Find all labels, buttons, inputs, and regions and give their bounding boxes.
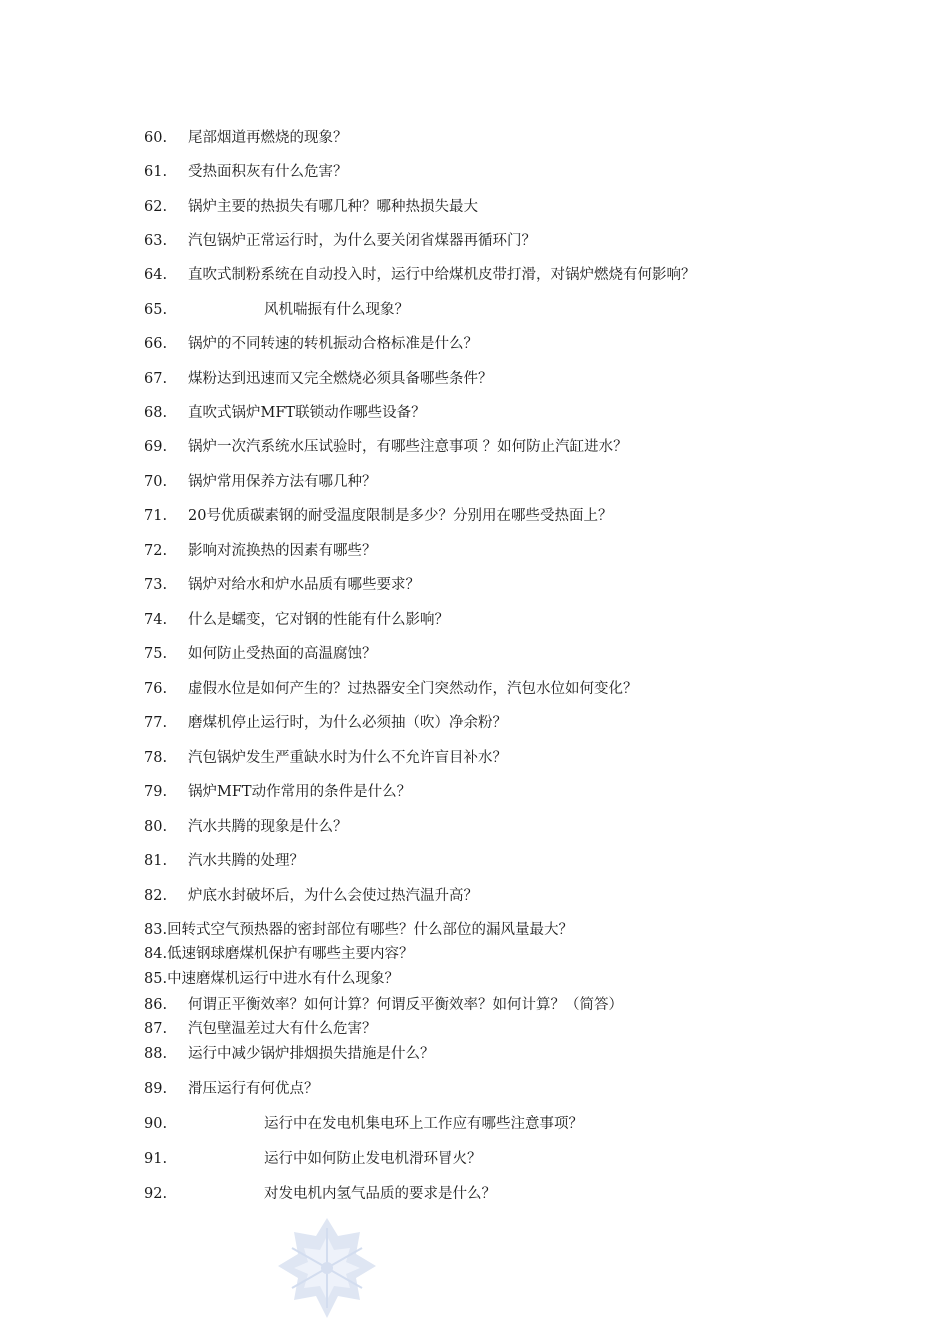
question-text: 锅炉主要的热损失有哪几种？哪种热损失最大 (188, 199, 478, 215)
question-text: 运行中在发电机集电环上工作应有哪些注意事项？ (264, 1116, 583, 1132)
question-text: 风机喘振有什么现象？ (264, 302, 409, 318)
question-number: 78. (144, 750, 168, 766)
question-number: 69. (144, 439, 168, 455)
question-text: 尾部烟道再燃烧的现象？ (188, 130, 348, 146)
question-text: 锅炉的不同转速的转机振动合格标准是什么？ (188, 336, 478, 352)
question-number: 73. (144, 577, 168, 593)
question-number: 83. (144, 922, 168, 938)
question-text: 锅炉一次汽系统水压试验时，有哪些注意事项 ？如何防止汽缸进水？ (188, 439, 628, 455)
question-text: 锅炉对给水和炉水品质有哪些要求？ (188, 577, 420, 593)
question-text: 什么是蠕变，它对钢的性能有什么影响？ (188, 612, 449, 628)
question-text: 直吹式锅炉MFT联锁动作哪些设备？ (188, 405, 426, 421)
question-item (144, 945, 414, 963)
question-text: 汽水共腾的处理？ (188, 853, 304, 869)
question-text: 滑压运行有何优点？ (188, 1081, 319, 1097)
question-text: 汽包壁温差过大有什么危害？ (188, 1021, 377, 1037)
question-number: 80. (144, 819, 168, 835)
question-number: 79. (144, 784, 168, 800)
question-number: 60. (144, 130, 168, 146)
question-number: 63. (144, 233, 168, 249)
question-number: 67. (144, 371, 168, 387)
question-number: 68. (144, 405, 168, 421)
question-text: 何谓正平衡效率？如何计算？何谓反平衡效率？如何计算？（简答） (188, 997, 623, 1013)
question-text: 煤粉达到迅速而又完全燃烧必须具备哪些条件？ (188, 371, 493, 387)
question-number: 61. (144, 164, 168, 180)
question-number: 90. (144, 1116, 168, 1132)
question-text: 如何防止受热面的高温腐蚀？ (188, 646, 377, 662)
question-text: 运行中减少锅炉排烟损失措施是什么？ (188, 1046, 435, 1062)
question-number: 86. (144, 997, 168, 1013)
question-number: 72. (144, 543, 168, 559)
question-number: 64. (144, 267, 168, 283)
question-text: 汽包锅炉发生严重缺水时为什么不允许盲目补水？ (188, 750, 507, 766)
question-text: 汽水共腾的现象是什么？ (188, 819, 348, 835)
question-number: 91. (144, 1151, 168, 1167)
question-number: 77. (144, 715, 168, 731)
question-number: 88. (144, 1046, 168, 1062)
question-number: 85. (144, 971, 168, 987)
snowflake-watermark-icon (272, 1214, 382, 1326)
question-number: 74. (144, 612, 168, 628)
question-number: 89. (144, 1081, 168, 1097)
question-number: 76. (144, 681, 168, 697)
question-number: 70. (144, 474, 168, 490)
question-text: 虚假水位是如何产生的？过热器安全门突然动作，汽包水位如何变化？ (188, 681, 638, 697)
question-text: 受热面积灰有什么危害？ (188, 164, 348, 180)
question-text: 直吹式制粉系统在自动投入时，运行中给煤机皮带打滑，对锅炉燃烧有何影响？ (188, 267, 696, 283)
question-text: 汽包锅炉正常运行时，为什么要关闭省煤器再循环门？ (188, 233, 536, 249)
question-number: 75. (144, 646, 168, 662)
question-number: 66. (144, 336, 168, 352)
question-number: 87. (144, 1021, 168, 1037)
question-text: 炉底水封破坏后，为什么会使过热汽温升高？ (188, 888, 478, 904)
question-text: 对发电机内氢气品质的要求是什么？ (264, 1186, 496, 1202)
question-number: 81. (144, 853, 168, 869)
question-text: 20号优质碳素钢的耐受温度限制是多少？分别用在哪些受热面上？ (188, 508, 613, 524)
question-item (144, 970, 399, 988)
question-number: 84. (144, 946, 168, 962)
question-number: 71. (144, 508, 168, 524)
question-text: 低速钢球磨煤机保护有哪些主要内容？ (167, 946, 414, 962)
question-text: 锅炉MFT动作常用的条件是什么？ (188, 784, 412, 800)
question-item (144, 921, 573, 939)
question-number: 92. (144, 1186, 168, 1202)
question-text: 锅炉常用保养方法有哪几种？ (188, 474, 377, 490)
question-text: 运行中如何防止发电机滑环冒火？ (264, 1151, 482, 1167)
question-number: 65. (144, 302, 168, 318)
question-text: 回转式空气预热器的密封部位有哪些？什么部位的漏风量最大？ (167, 922, 574, 938)
question-text: 中速磨煤机运行中进水有什么现象？ (167, 971, 400, 987)
question-text: 磨煤机停止运行时，为什么必须抽（吹）净余粉？ (188, 715, 507, 731)
question-number: 82. (144, 888, 168, 904)
question-text: 影响对流换热的因素有哪些？ (188, 543, 377, 559)
question-number: 62. (144, 199, 168, 215)
